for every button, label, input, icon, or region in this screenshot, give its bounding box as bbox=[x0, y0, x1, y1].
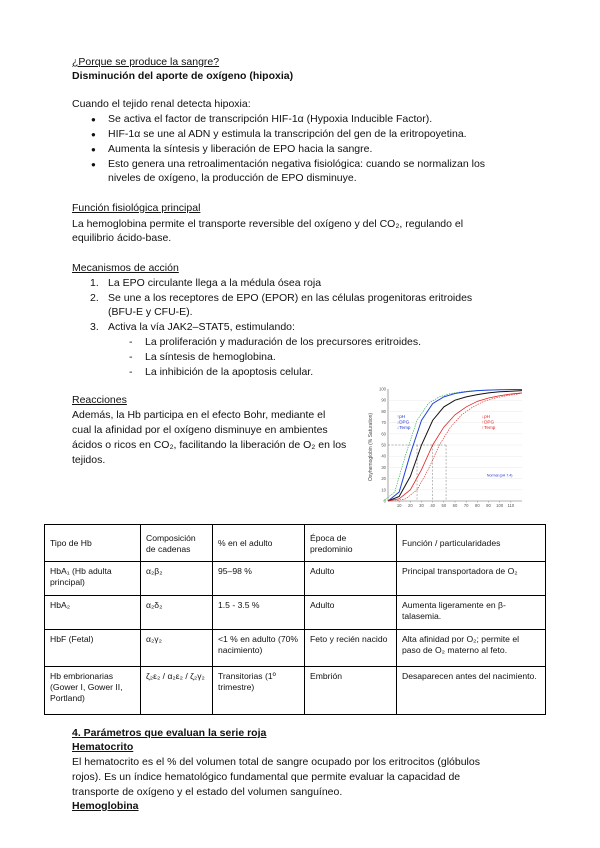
mechanism-item: 3. Activa la vía JAK2–STAT5, estimulando: bbox=[90, 321, 295, 333]
table-cell: HbF (Fetal) bbox=[45, 630, 141, 667]
chart-ylabel: Oxyhemoglobin (% Saturation) bbox=[368, 412, 374, 482]
table-cell: α₂β₂ bbox=[141, 562, 213, 596]
table-header-cell: Tipo de Hb bbox=[45, 525, 141, 562]
bullet-item: ● Se activa el factor de transcripción HIF-1α (Hypoxia Inducible Factor). bbox=[108, 113, 432, 126]
oxygen-dissociation-chart bbox=[364, 383, 528, 511]
table-cell: Transitorias (1º trimestre) bbox=[213, 667, 305, 715]
bullet-item: ● Esto genera una retroalimentación negativa fisiológica: cuando se normalizan los bbox=[108, 158, 485, 171]
chart-legend-left-entry: ↓Temp bbox=[396, 425, 411, 431]
chart-x-tick-label: 60 bbox=[452, 503, 458, 508]
reactions-text-line: tejidos. bbox=[72, 454, 106, 466]
hematocrit-text-line: El hematocrito es el % del volumen total de sangre ocupado por los eritrocitos (glóbulos bbox=[72, 756, 480, 768]
chart-x-tick-label: 20 bbox=[407, 503, 413, 508]
chart-y-tick-label: 10 bbox=[381, 487, 386, 493]
table-row bbox=[45, 596, 546, 630]
chart-x-tick-label: 40 bbox=[430, 503, 436, 508]
chart-x-tick-label: 30 bbox=[419, 503, 424, 508]
table-cell: Alta afinidad por O₂; permite el paso de O₂ materno al feto. bbox=[397, 630, 546, 667]
mechanism-item: 1. La EPO circulante llega a la médula ósea roja bbox=[90, 277, 322, 289]
bullet-item-continued: niveles de oxígeno, la producción de EPO disminuye. bbox=[108, 172, 357, 184]
chart-y-tick-label: 90 bbox=[381, 397, 386, 403]
chart-x-tick-label: 50 bbox=[441, 503, 447, 508]
reactions-text-line: cual la afinidad por el oxígeno disminuye en ambientes bbox=[72, 424, 328, 436]
bullet-item: ● HIF-1α se une al ADN y estimula la transcripción del gen de la eritropoyetina. bbox=[108, 128, 467, 141]
chart-series-line-left-shift bbox=[388, 389, 522, 501]
table-header-cell: Función / particularidades bbox=[397, 525, 546, 562]
table-header-cell: Composición de cadenas bbox=[141, 525, 213, 562]
reactions-text-line: ácidos o ricos en CO₂, facilitando la liberación de O₂ en los bbox=[72, 439, 347, 451]
table-cell: Hb embrionarias (Gower I, Gower II, Portland) bbox=[45, 667, 141, 715]
table-cell: Adulto bbox=[305, 562, 397, 596]
chart-legend-right-entry: ↑Temp bbox=[481, 425, 496, 431]
chart-x-tick-label: 10 bbox=[396, 503, 402, 508]
bullet-item: ● Aumenta la síntesis y liberación de EPO hacia la sangre. bbox=[108, 143, 372, 156]
chart-x-tick-label: 100 bbox=[496, 503, 504, 508]
chart-y-tick-label: 60 bbox=[381, 431, 386, 437]
chart-legend-left-entry: ↑pH bbox=[396, 414, 406, 420]
chart-x-tick-label: 110 bbox=[507, 503, 515, 508]
reactions-text-line: Además, la Hb participa en el efecto Bohr, mediante el bbox=[72, 409, 326, 421]
function-heading: Función fisiológica principal bbox=[72, 202, 201, 214]
mechanism-item: 2. Se une a los receptores de EPO (EPOR) en las células progenitoras eritroides bbox=[90, 292, 473, 304]
chart-y-tick-label: 30 bbox=[381, 464, 386, 470]
chart-y-tick-label: 50 bbox=[381, 442, 386, 448]
table-header-row bbox=[45, 525, 546, 562]
table-cell: Desaparecen antes del nacimiento. bbox=[397, 667, 546, 715]
mechanism-subitem: - La proliferación y maduración de los precursores eritroides. bbox=[129, 336, 422, 348]
chart-series-line-shifted-left bbox=[384, 389, 518, 501]
function-text-line: La hemoglobina permite el transporte reversible del oxígeno y del CO₂, regulando el bbox=[72, 218, 464, 230]
table-cell: Embrión bbox=[305, 667, 397, 715]
table-cell: HbA₂ bbox=[45, 596, 141, 630]
section-title: 4. Parámetros que evaluan la serie roja bbox=[72, 727, 267, 739]
chart-x-tick-label: 90 bbox=[486, 503, 491, 508]
chart-legend-right-entry: ↓pH bbox=[481, 414, 490, 420]
chart-legend-right-entry: ↑DPG bbox=[481, 419, 495, 425]
mechanism-item-continued: (BFU-E y CFU-E). bbox=[108, 306, 193, 318]
hematocrit-text-line: rojos). Es un índice hematológico fundamental que permite evaluar la capacidad de bbox=[72, 771, 461, 783]
mechanisms-heading: Mecanismos de acción bbox=[72, 262, 179, 274]
chart-annotation: Normal (pH 7.4) bbox=[486, 473, 513, 478]
table-cell: α₂δ₂ bbox=[141, 596, 213, 630]
table-cell: Principal transportadora de O₂ bbox=[397, 562, 546, 596]
table-row bbox=[45, 667, 546, 715]
chart-y-tick-label: 100 bbox=[379, 386, 386, 392]
table-header-cell: % en el adulto bbox=[213, 525, 305, 562]
chart-y-tick-label: 20 bbox=[381, 476, 386, 482]
table-cell: Aumenta ligeramente en β-talasemia. bbox=[397, 596, 546, 630]
chart-x-tick-label: 70 bbox=[463, 503, 469, 508]
function-text-line: equilibrio ácido-base. bbox=[72, 232, 172, 244]
table-cell: Adulto bbox=[305, 596, 397, 630]
table-header-cell: Época de predominio bbox=[305, 525, 397, 562]
chart-y-tick-label: 80 bbox=[381, 408, 386, 414]
question-heading: ¿Porque se produce la sangre? bbox=[72, 56, 220, 68]
chart-x-tick-label: 80 bbox=[474, 503, 480, 508]
chart-legend-left-entry: ↓DPG bbox=[396, 419, 410, 425]
table-cell: α₂γ₂ bbox=[141, 630, 213, 667]
hypoxia-intro: Cuando el tejido renal detecta hipoxia: bbox=[72, 98, 251, 110]
table-cell: <1 % en adulto (70% nacimiento) bbox=[213, 630, 305, 667]
chart-y-tick-label: 0 bbox=[383, 498, 386, 504]
mechanism-subitem: - La síntesis de hemoglobina. bbox=[129, 351, 276, 363]
chart-series-line-shifted-right bbox=[395, 393, 522, 501]
hematocrit-heading: Hematocrito bbox=[72, 741, 134, 753]
table-row bbox=[45, 630, 546, 667]
hypoxia-heading: Disminución del aporte de oxígeno (hipoxia) bbox=[72, 70, 294, 82]
hemoglobin-heading: Hemoglobina bbox=[72, 800, 139, 812]
table-cell: 1.5 - 3.5 % bbox=[213, 596, 305, 630]
chart-y-tick-label: 70 bbox=[381, 420, 386, 426]
hemoglobin-types-table bbox=[44, 524, 546, 715]
table-row bbox=[45, 562, 546, 596]
reactions-heading: Reacciones bbox=[72, 394, 127, 406]
chart-series-line-normal bbox=[388, 391, 522, 501]
hematocrit-text-line: transporte de oxígeno y el estado del volumen sanguíneo. bbox=[72, 786, 343, 798]
chart-y-tick-label: 40 bbox=[381, 453, 386, 459]
table-cell: ζ₂ε₂ / α₂ε₂ / ζ₂γ₂ bbox=[141, 667, 213, 715]
table-cell: HbA₁ (Hb adulta principal) bbox=[45, 562, 141, 596]
table-cell: Feto y recién nacido bbox=[305, 630, 397, 667]
mechanism-subitem: - La inhibición de la apoptosis celular. bbox=[129, 366, 314, 378]
table-cell: 95–98 % bbox=[213, 562, 305, 596]
